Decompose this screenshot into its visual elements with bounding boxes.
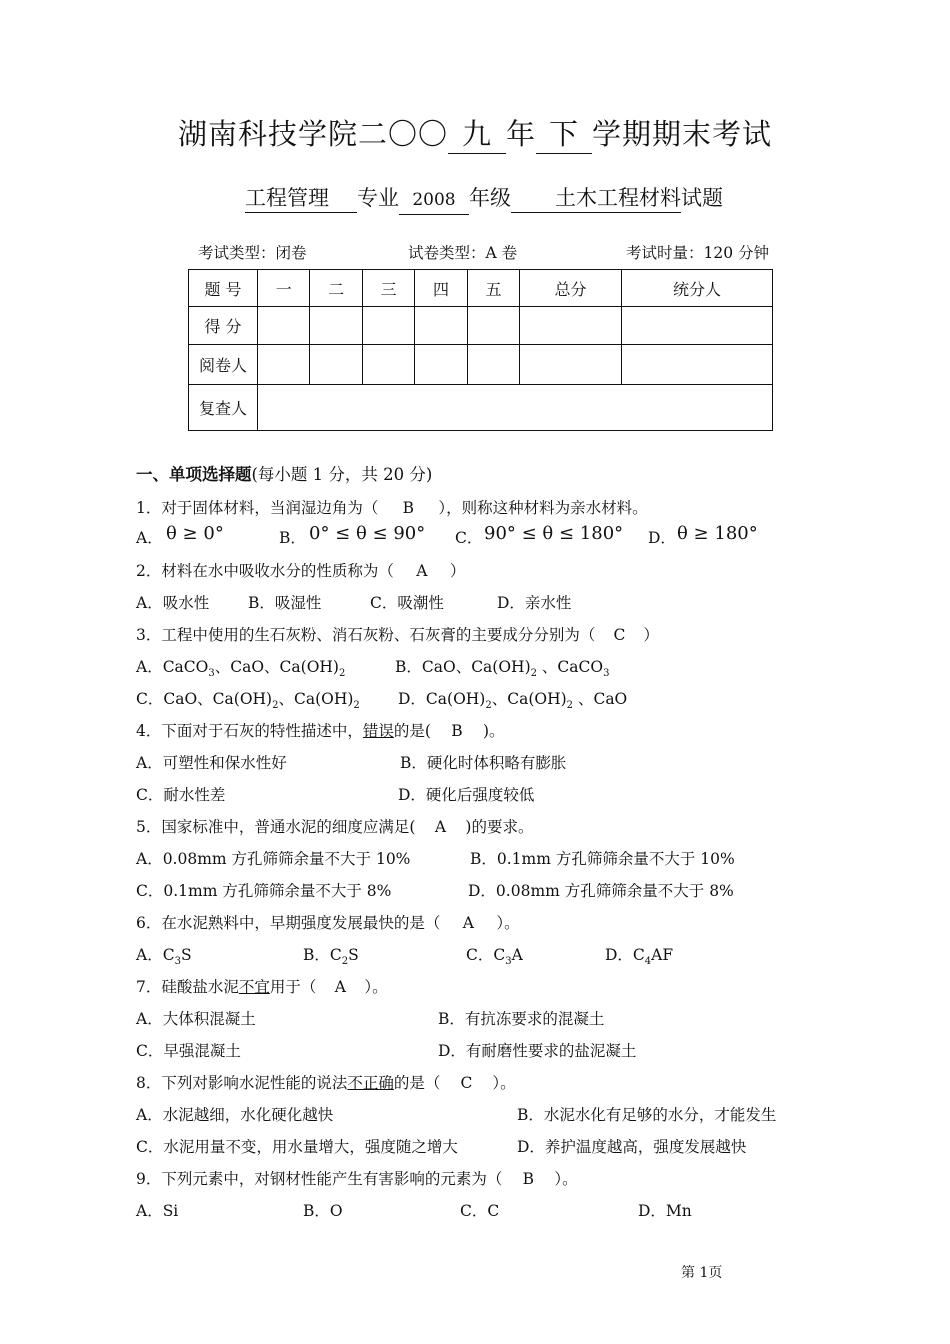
answer: C <box>460 1074 473 1092</box>
grader-cell[interactable] <box>415 345 467 385</box>
option-b: B．$C_2S$ <box>303 946 359 967</box>
option-a: A．吸水性 <box>136 594 210 612</box>
option-c: C．CaO、$Ca(OH)_2$、$Ca(OH)_2$ <box>136 690 360 711</box>
question-7: 7．硅酸盐水泥不宜用于（ A ）。 <box>136 978 388 996</box>
option-a: A．水泥越细，水化硬化越快 <box>136 1106 334 1124</box>
emphasis: 不宜 <box>238 978 270 996</box>
score-row <box>189 307 773 345</box>
score-cell[interactable] <box>467 307 519 345</box>
grader-cell[interactable] <box>621 345 772 385</box>
option-b: B．吸湿性 <box>248 594 322 612</box>
answer: B <box>522 1170 535 1188</box>
term-fill: 下 <box>536 115 592 154</box>
section-heading: 一、单项选择题 <box>136 465 252 484</box>
score-header-cell: 三 <box>362 270 414 307</box>
option-d: D．$C_4AF$ <box>605 946 674 967</box>
option-a: A．Si <box>136 1202 179 1220</box>
grader-row <box>189 345 773 385</box>
question-8: 8．下列对影响水泥性能的说法不正确的是（ C ）。 <box>136 1074 516 1092</box>
option-a: A．0.08mm 方孔筛筛余量不大于 10% <box>136 850 411 868</box>
answer: A <box>416 562 428 580</box>
score-row-label: 得 分 <box>189 307 258 345</box>
emphasis: 错误 <box>362 722 394 740</box>
option-d: D．硬化后强度较低 <box>398 786 535 804</box>
option-c: C．$C_3A$ <box>466 946 523 967</box>
option-c: C． <box>455 529 483 547</box>
option-d: D．Mn <box>638 1202 692 1220</box>
grader-cell[interactable] <box>310 345 362 385</box>
page-number: 第 1页 <box>681 1265 723 1281</box>
option-b: B．有抗冻要求的混凝土 <box>438 1010 605 1028</box>
major-fill: 工程管理 <box>245 184 357 213</box>
score-cell[interactable] <box>258 307 310 345</box>
emphasis: 不正确 <box>347 1074 394 1092</box>
score-cell[interactable] <box>362 307 414 345</box>
question-5: 5．国家标准中，普通水泥的细度应满足( A )的要求。 <box>136 818 534 836</box>
score-cell[interactable] <box>520 307 622 345</box>
option-c: C．耐水性差 <box>136 786 226 804</box>
answer: A <box>434 818 447 836</box>
major-label: 专业 <box>357 186 399 210</box>
option-c: C．水泥用量不变，用水量增大，强度随之增大 <box>136 1138 458 1156</box>
grader-cell[interactable] <box>467 345 519 385</box>
question-9: 9．下列元素中，对钢材性能产生有害影响的元素为（ B ）。 <box>136 1170 578 1188</box>
answer: C <box>613 626 626 644</box>
option-d: D．亲水性 <box>497 594 572 612</box>
answer: B <box>402 499 415 517</box>
grade-fill: 2008 <box>399 186 469 215</box>
option-a: A．CaCO$_3$、CaO、$Ca(OH)_2$ <box>136 658 346 679</box>
answer: A <box>334 978 346 996</box>
score-header-cell: 二 <box>310 270 362 307</box>
option-b: B．CaO、$Ca(OH)_2$ 、CaCO$_3$ <box>395 658 610 679</box>
option-b: B． <box>279 529 306 547</box>
score-cell[interactable] <box>621 307 772 345</box>
section-note: (每小题 1 分，共 20 分) <box>251 465 433 484</box>
exam-type: 考试类型：闭卷 <box>198 244 307 262</box>
option-d-formula: θ ≥ 180° <box>677 523 758 544</box>
option-d: D．养护温度越高，强度发展越快 <box>517 1138 747 1156</box>
option-a: A． <box>136 529 163 547</box>
score-table-header-row <box>189 270 773 307</box>
exam-title <box>0 112 950 154</box>
section-title <box>136 461 432 485</box>
score-header-cell: 一 <box>258 270 310 307</box>
score-table <box>188 269 773 431</box>
year-fill: 九 <box>448 115 506 154</box>
answer: B <box>451 722 463 740</box>
option-b: B．0.1mm 方孔筛筛余量不大于 10% <box>470 850 735 868</box>
grader-row-label: 阅卷人 <box>189 345 258 385</box>
option-b: B．O <box>303 1202 343 1220</box>
course-label: 试题 <box>681 186 723 210</box>
question-3: 3．工程中使用的生石灰粉、消石灰粉、石灰膏的主要成分分别为（ C ） <box>136 626 659 644</box>
option-d: D．$Ca(OH)_2$、$Ca(OH)_2$ 、CaO <box>398 690 628 711</box>
option-d: D． <box>648 529 676 547</box>
option-b: B．硬化时体积略有膨胀 <box>400 754 567 772</box>
option-c: C．吸潮性 <box>370 594 444 612</box>
option-b: B．水泥水化有足够的水分，才能发生 <box>517 1106 777 1124</box>
title-suffix: 学期期末考试 <box>592 117 773 151</box>
question-2: 2．材料在水中吸收水分的性质称为（ A ） <box>136 562 466 580</box>
exam-subtitle <box>245 182 723 215</box>
question-1: 1．对于固体材料，当润湿边角为（ B ），则称这种材料为亲水材料。 <box>136 499 648 517</box>
option-b-formula: 0° ≤ θ ≤ 90° <box>309 523 426 544</box>
question-4: 4．下面对于石灰的特性描述中，错误的是( B )。 <box>136 722 505 740</box>
score-cell[interactable] <box>415 307 467 345</box>
score-header-cell: 题 号 <box>189 270 258 307</box>
grader-cell[interactable] <box>362 345 414 385</box>
grader-cell[interactable] <box>520 345 622 385</box>
option-c-formula: 90° ≤ θ ≤ 180° <box>484 523 624 544</box>
answer: A <box>462 914 474 932</box>
score-header-cell: 五 <box>467 270 519 307</box>
score-header-cell: 统分人 <box>621 270 772 307</box>
option-a: A．大体积混凝土 <box>136 1010 256 1028</box>
grader-cell[interactable] <box>258 345 310 385</box>
reviewer-cell[interactable] <box>258 385 773 431</box>
course-fill: 土木工程材料 <box>511 184 681 213</box>
option-c: C．0.1mm 方孔筛筛余量不大于 8% <box>136 882 392 900</box>
paper-type: 试卷类型：A 卷 <box>408 244 518 262</box>
reviewer-row <box>189 385 773 431</box>
grade-label: 年级 <box>469 186 511 210</box>
reviewer-row-label: 复查人 <box>189 385 258 431</box>
option-d: D．有耐磨性要求的盐泥凝土 <box>438 1042 637 1060</box>
option-a-formula: θ ≥ 0° <box>166 523 224 544</box>
score-header-cell: 四 <box>415 270 467 307</box>
option-a: A．$C_3S$ <box>136 946 192 967</box>
score-cell[interactable] <box>310 307 362 345</box>
year-label: 年 <box>505 117 536 151</box>
option-d: D．0.08mm 方孔筛筛余量不大于 8% <box>468 882 734 900</box>
score-header-cell: 总分 <box>520 270 622 307</box>
option-c: C．早强混凝土 <box>136 1042 241 1060</box>
exam-duration: 考试时量：120 分钟 <box>626 244 770 262</box>
question-6: 6．在水泥熟料中，早期强度发展最快的是（ A ）。 <box>136 914 520 932</box>
option-c: C．C <box>460 1202 500 1220</box>
option-a: A．可塑性和保水性好 <box>136 754 287 772</box>
title-prefix: 湖南科技学院二〇〇 <box>177 117 448 151</box>
